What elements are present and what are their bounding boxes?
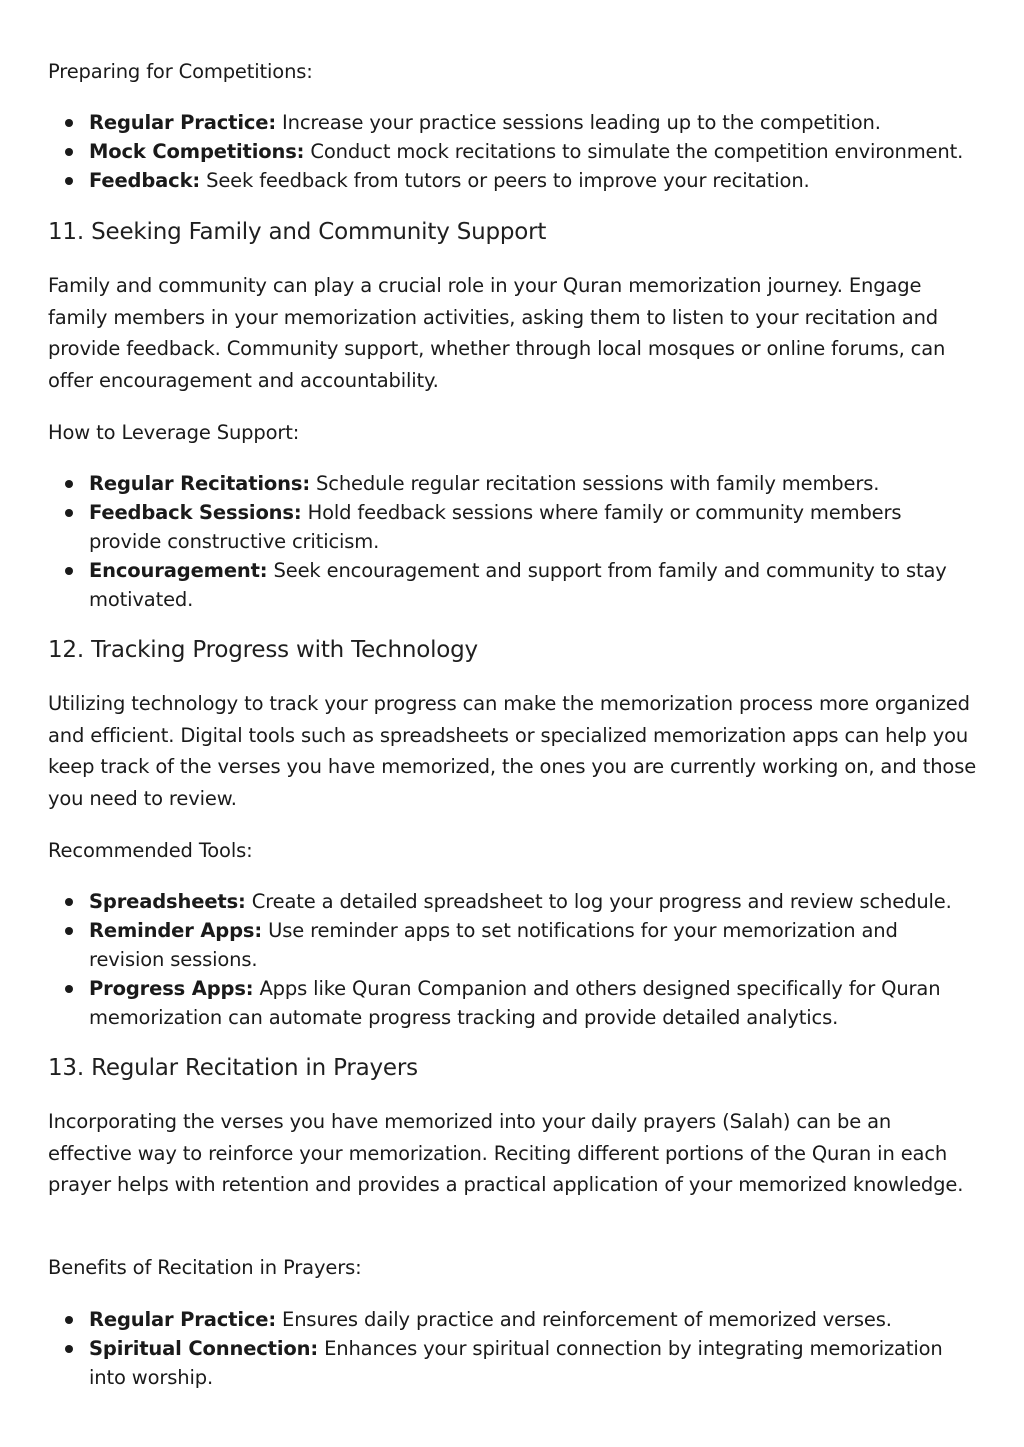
list-item (48, 916, 978, 974)
list-item-term: Spreadsheets: (89, 890, 246, 913)
tools-intro: Recommended Tools: (48, 839, 253, 862)
list-item (48, 1305, 978, 1334)
competitions-list (48, 108, 978, 195)
list-item (48, 108, 978, 137)
list-item-term: Spiritual Connection: (89, 1337, 319, 1360)
list-item-text: Enhances your spiritual connection by integrating memorization into worship. (89, 1337, 943, 1389)
list-item-term: Progress Apps: (89, 977, 254, 1000)
list-item-text: Ensures daily practice and reinforcement of memorized verses. (276, 1308, 892, 1331)
list-item (48, 166, 978, 195)
list-item (48, 137, 978, 166)
bullet-icon (65, 177, 73, 185)
list-item-term: Regular Practice: (89, 1308, 276, 1331)
list-item-term: Feedback: (89, 169, 201, 192)
section-12-heading: 12. Tracking Progress with Technology (48, 637, 478, 663)
bullet-icon (65, 480, 73, 488)
list-item-text: Conduct mock recitations to simulate the competition environment. (304, 140, 964, 163)
tools-list (48, 887, 978, 1032)
bullet-icon (65, 119, 73, 127)
list-item-term: Encouragement: (89, 559, 268, 582)
list-item (48, 498, 978, 556)
list-item-term: Regular Recitations: (89, 472, 310, 495)
bullet-icon (65, 509, 73, 517)
list-item (48, 556, 978, 614)
list-item-text: Seek feedback from tutors or peers to improve your recitation. (200, 169, 810, 192)
section-11-paragraph: Family and community can play a crucial role in your Quran memorization journey. Engage family members in your memorization activities, asking them to listen to your recitation and provide feedback. Community support, whether through local mosques or online forums, can offer encouragement and accountability. (48, 274, 946, 392)
section-12-paragraph: Utilizing technology to track your progress can make the memorization process more organized and efficient. Digital tools such as spreadsheets or specialized memorization apps can help you keep track of the verses you have memorized, the ones you are currently working on, and those you need to review. (48, 692, 977, 810)
section-13-heading: 13. Regular Recitation in Prayers (48, 1055, 418, 1081)
list-item-text: Hold feedback sessions where family or community members provide constructive criticism. (89, 501, 902, 553)
list-item-term: Reminder Apps: (89, 919, 263, 942)
benefits-list (48, 1305, 978, 1392)
list-item (48, 974, 978, 1032)
bullet-icon (65, 148, 73, 156)
competitions-intro: Preparing for Competitions: (48, 60, 313, 83)
bullet-icon (65, 985, 73, 993)
bullet-icon (65, 1316, 73, 1324)
section-13-paragraph: Incorporating the verses you have memorized into your daily prayers (Salah) can be an effective way to reinforce your memorization. Reciting different portions of the Quran in each prayer helps with retention and provides a practical application of your memorized knowledge. (48, 1110, 964, 1196)
list-item (48, 887, 978, 916)
benefits-intro: Benefits of Recitation in Prayers: (48, 1256, 362, 1279)
bullet-icon (65, 567, 73, 575)
list-item-term: Mock Competitions: (89, 140, 305, 163)
bullet-icon (65, 898, 73, 906)
list-item-text: Schedule regular recitation sessions with family members. (309, 472, 880, 495)
support-list (48, 469, 978, 614)
list-item-text: Apps like Quran Companion and others designed specifically for Quran memorization can automate progress tracking and provide detailed analytics. (89, 977, 941, 1029)
list-item-term: Feedback Sessions: (89, 501, 302, 524)
section-11-heading: 11. Seeking Family and Community Support (48, 219, 547, 245)
list-item-text: Increase your practice sessions leading up to the competition. (276, 111, 881, 134)
list-item-text: Use reminder apps to set notifications for your memorization and revision sessions. (89, 919, 898, 971)
list-item-text: Create a detailed spreadsheet to log your progress and review schedule. (245, 890, 952, 913)
list-item (48, 1334, 978, 1392)
bullet-icon (65, 1345, 73, 1353)
list-item-term: Regular Practice: (89, 111, 276, 134)
list-item-text: Seek encouragement and support from family and community to stay motivated. (89, 559, 947, 611)
list-item (48, 469, 978, 498)
support-intro: How to Leverage Support: (48, 421, 300, 444)
bullet-icon (65, 927, 73, 935)
